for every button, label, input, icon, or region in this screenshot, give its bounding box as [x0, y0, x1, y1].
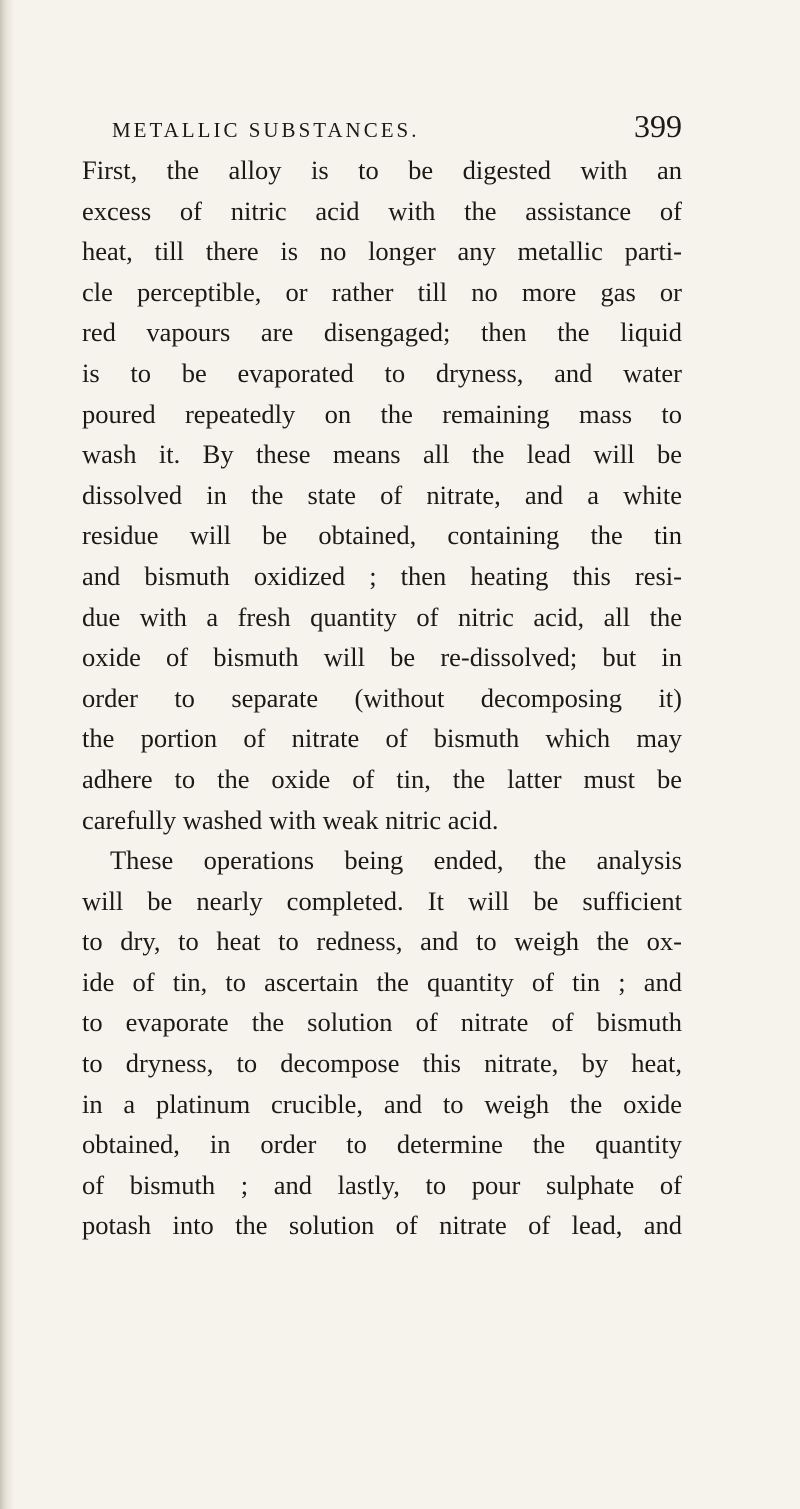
text-line: poured repeatedly on the remaining mass to — [82, 398, 682, 429]
text-line: heat, till there is no longer any metallic parti- — [82, 236, 682, 267]
text-line: First, the alloy is to be digested with an — [82, 155, 682, 185]
binding-gutter — [0, 0, 14, 1509]
text-line: potash into the solution of nitrate of lead, and — [82, 1210, 682, 1241]
text-line: of bismuth ; and lastly, to pour sulphate of — [82, 1169, 682, 1200]
text-line: due with a fresh quantity of nitric acid, all the — [82, 601, 682, 632]
page-number: 399 — [634, 108, 682, 144]
text-line: carefully washed with weak nitric acid. — [82, 804, 499, 835]
text-line: in a platinum crucible, and to weigh the oxide — [82, 1088, 682, 1119]
text-line: will be nearly completed. It will be sufficient — [82, 885, 682, 916]
running-title: METALLIC SUBSTANCES. — [112, 118, 420, 142]
text-line: and bismuth oxidized ; then heating this resi- — [82, 560, 682, 591]
text-line: adhere to the oxide of tin, the latter must be — [82, 763, 682, 794]
text-line: is to be evaporated to dryness, and water — [82, 357, 682, 388]
text-line: cle perceptible, or rather till no more gas or — [82, 276, 682, 307]
text-line: to evaporate the solution of nitrate of bismuth — [82, 1007, 682, 1038]
running-head — [112, 102, 682, 142]
text-line: dissolved in the state of nitrate, and a white — [82, 479, 682, 510]
text-line: order to separate (without decomposing it) — [82, 682, 682, 713]
text-line: obtained, in order to determine the quantity — [82, 1129, 682, 1160]
body-text — [82, 150, 682, 1246]
text-line: excess of nitric acid with the assistance of — [82, 195, 682, 226]
text-line: the portion of nitrate of bismuth which may — [82, 723, 682, 754]
text-line: to dry, to heat to redness, and to weigh the ox- — [82, 926, 682, 957]
text-line: to dryness, to decompose this nitrate, by heat, — [82, 1048, 682, 1079]
text-line: wash it. By these means all the lead will be — [82, 439, 682, 470]
text-line: These operations being ended, the analysis — [110, 845, 682, 876]
text-line: oxide of bismuth will be re-dissolved; but in — [82, 642, 682, 673]
text-line: ide of tin, to ascertain the quantity of tin ; and — [82, 966, 682, 997]
text-line: residue will be obtained, containing the tin — [82, 520, 682, 551]
text-line: red vapours are disengaged; then the liquid — [82, 317, 682, 348]
